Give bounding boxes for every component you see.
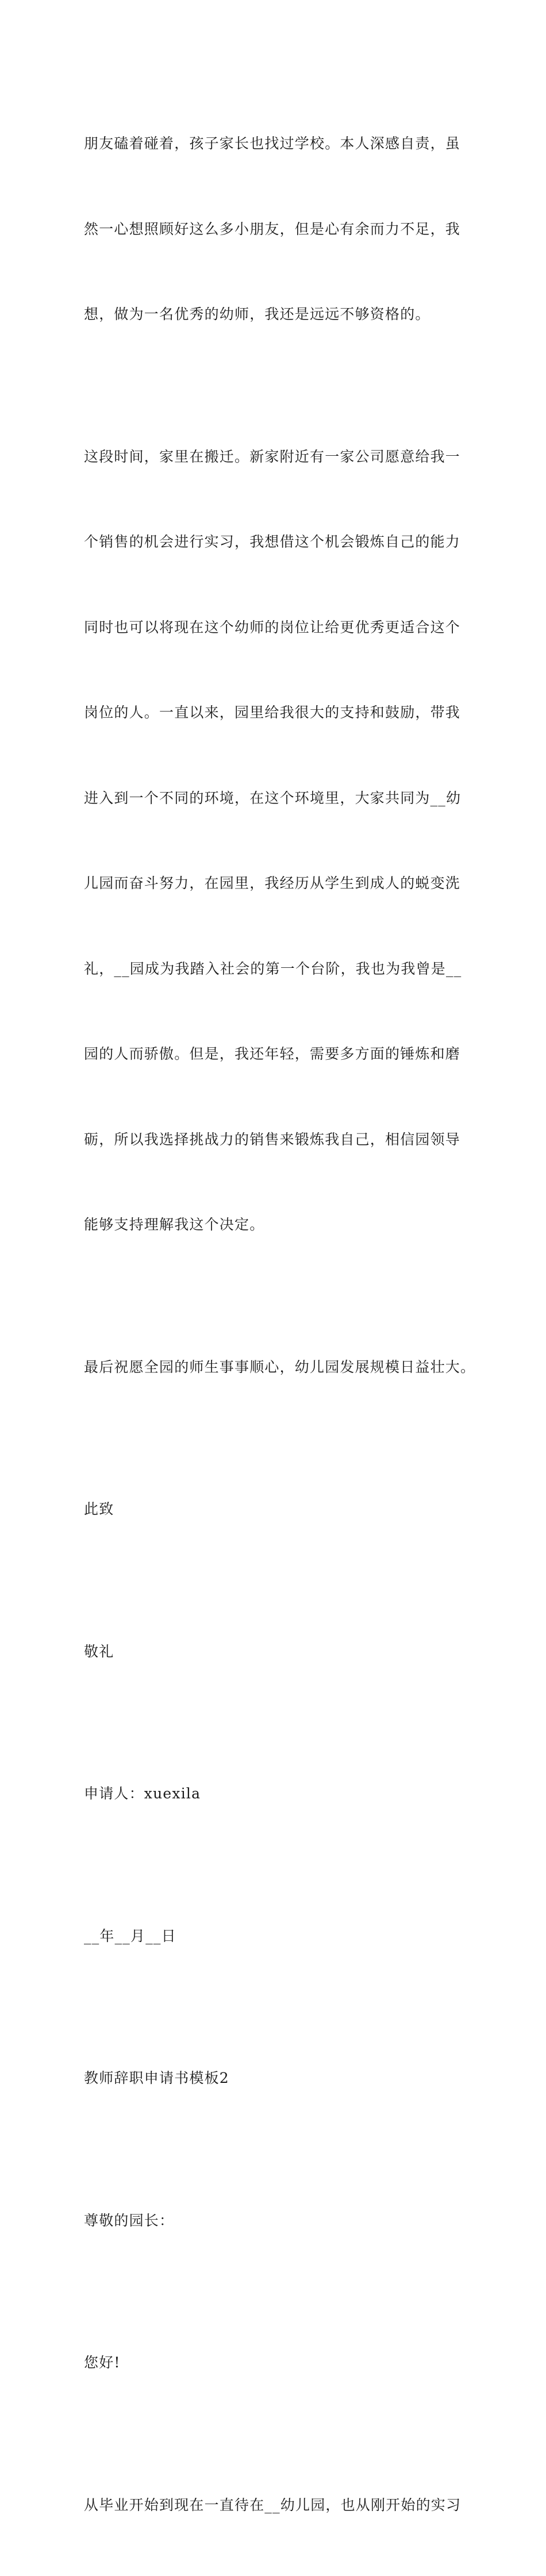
text-line: __年__月__日	[84, 1922, 466, 1951]
salutation-jing-li	[84, 1581, 466, 1723]
addressee	[84, 2150, 466, 2292]
text-line: 这段时间，家里在搬迁。新家附近有一家公司愿意给我一	[84, 443, 466, 471]
paragraph-apology	[84, 72, 466, 386]
text-line: 想，做为一名优秀的幼师，我还是远远不够资格的。	[84, 300, 466, 329]
text-line: 砺，所以我选择挑战力的销售来锻炼我自己，相信园领导	[84, 1125, 466, 1154]
paragraph-intro	[84, 2434, 466, 2576]
text-line: 最后祝愿全园的师生事事顺心，幼儿园发展规模日益壮大。	[84, 1353, 466, 1382]
text-line: 教师辞职申请书模板2	[84, 2064, 466, 2093]
text-line: 进入到一个不同的环境，在这个环境里，大家共同为__幼	[84, 784, 466, 813]
text-line: 个销售的机会进行实习，我想借这个机会锻炼自己的能力	[84, 528, 466, 556]
salutation-ci-zhi	[84, 1438, 466, 1581]
document-page	[0, 0, 546, 772]
document-body	[84, 72, 466, 2576]
text-line: 您好!	[84, 2348, 466, 2377]
text-line: 岗位的人。一直以来，园里给我很大的支持和鼓励，带我	[84, 698, 466, 727]
text-line: 能够支持理解我这个决定。	[84, 1210, 466, 1239]
greeting	[84, 2292, 466, 2434]
template-title	[84, 2007, 466, 2150]
text-line: 朋友磕着碰着，孩子家长也找过学校。本人深感自责，虽	[84, 129, 466, 158]
text-line: 此致	[84, 1495, 466, 1524]
closing-wish	[84, 1296, 466, 1439]
text-line: 然一心想照顾好这么多小朋友，但是心有余而力不足，我	[84, 215, 466, 244]
text-line: 同时也可以将现在这个幼师的岗位让给更优秀更适合这个	[84, 613, 466, 642]
text-line: 敬礼	[84, 1637, 466, 1666]
paragraph-reason	[84, 386, 466, 1296]
text-line: 礼，__园成为我踏入社会的第一个台阶，我也为我曾是__	[84, 955, 466, 983]
applicant-signature	[84, 1723, 466, 1865]
text-line: 园的人而骄傲。但是，我还年轻，需要多方面的锤炼和磨	[84, 1040, 466, 1068]
text-line: 儿园而奋斗努力，在园里，我经历从学生到成人的蜕变洗	[84, 869, 466, 898]
date-line	[84, 1865, 466, 2008]
text-line: 尊敬的园长：	[84, 2206, 466, 2235]
text-line: 申请人：xuexila	[84, 1779, 466, 1808]
text-line: 从毕业开始到现在一直待在__幼儿园，也从刚开始的实习	[84, 2491, 466, 2520]
